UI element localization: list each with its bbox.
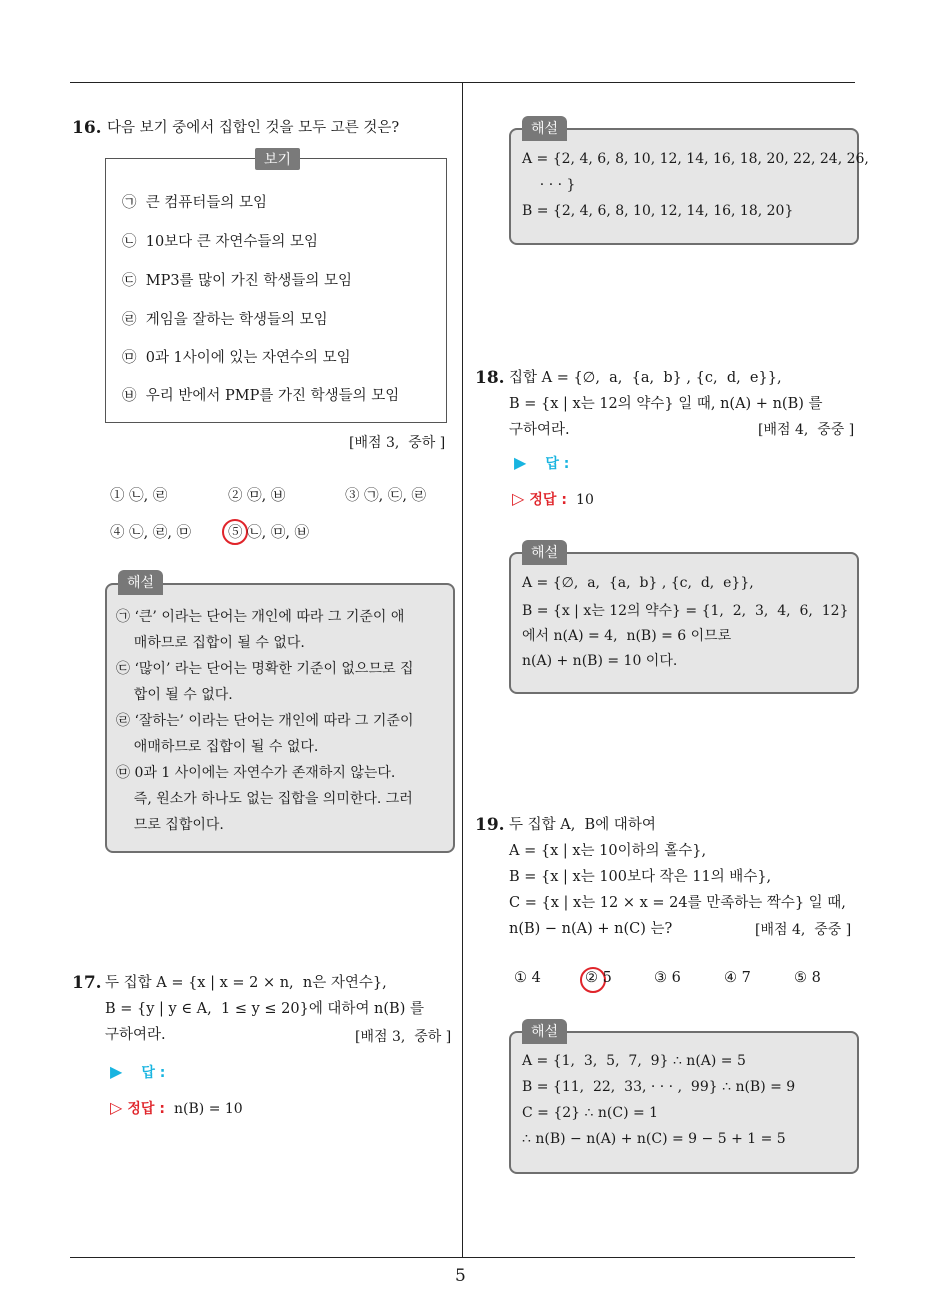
solution-19-line: C = {2} ∴ n(C) = 1 xyxy=(522,1105,659,1121)
answer-label-17: 답 : xyxy=(141,1065,166,1081)
choice-1[interactable]: ① 4 xyxy=(514,970,541,986)
correct-label-18: 정답 : xyxy=(529,492,567,508)
question-16-score: [배점 3, 중하 ] xyxy=(349,435,446,451)
bogi-item-1: ㉠ 큰 컴퓨터들의 모임 xyxy=(122,195,267,211)
solution-18-line: 에서 n(A) = 4, n(B) = 6 이므로 xyxy=(522,628,732,644)
choice-3[interactable]: ③ 6 xyxy=(654,970,681,986)
choice-1[interactable]: ① ㉡, ㉣ xyxy=(110,488,168,504)
answer-row-17 xyxy=(110,1062,165,1082)
question-17-number: 17. xyxy=(72,973,102,993)
question-18-line-1: 집합 A = {∅, a, {a, b} , {c, d, e}}, xyxy=(509,370,782,386)
bogi-item-3: ㉢ MP3를 많이 가진 학생들의 모임 xyxy=(122,273,353,289)
solution-label-19: 해설 xyxy=(522,1019,567,1044)
solution-19-line: B = {11, 22, 33, · · · , 99} ∴ n(B) = 9 xyxy=(522,1079,796,1095)
choice-3[interactable]: ③ ㉠, ㉢, ㉣ xyxy=(345,488,427,504)
question-18-number: 18. xyxy=(475,368,505,388)
bogi-label: 보기 xyxy=(255,148,300,170)
solution-18-line: n(A) + n(B) = 10 이다. xyxy=(522,653,678,669)
solution-label-16: 해설 xyxy=(118,570,163,595)
choice-4[interactable]: ④ 7 xyxy=(724,970,751,986)
solution-18-line: B = {x | x는 12의 약수} = {1, 2, 3, 4, 6, 12} xyxy=(522,603,849,619)
correct-label-17: 정답 : xyxy=(127,1101,165,1117)
question-19-line-3: B = {x | x는 100보다 작은 11의 배수}, xyxy=(509,869,772,885)
question-17-line-2: B = {y | y ∈ A, 1 ≤ y ≤ 20}에 대하여 n(B) 를 xyxy=(105,1001,424,1017)
answer-label-18: 답 : xyxy=(545,456,570,472)
question-18-score: [배점 4, 중중 ] xyxy=(758,422,855,438)
correct-row-18 xyxy=(512,489,594,509)
solution-16-line: ㉤ 0과 1 사이에는 자연수가 존재하지 않는다. xyxy=(116,765,396,781)
choice-4[interactable]: ④ ㉡, ㉣, ㉤ xyxy=(110,525,192,541)
play-arrow-icon: ▶ xyxy=(110,1062,123,1081)
solution-16-line: ㉣ ‘잘하는’ 이라는 단어는 개인에 따라 그 기준이 xyxy=(116,713,414,729)
question-19-line-4: C = {x | x는 12 × x = 24를 만족하는 짝수} 일 때, xyxy=(509,895,846,911)
question-17-line-1: 두 집합 A = {x | x = 2 × n, n은 자연수}, xyxy=(105,975,387,991)
solution-16-line: 므로 집합이다. xyxy=(116,817,224,833)
question-19-line-1: 두 집합 A, B에 대하여 xyxy=(509,817,656,833)
bogi-item-6: ㉥ 우리 반에서 PMP를 가진 학생들의 모임 xyxy=(122,388,400,404)
question-19-line-2: A = {x | x는 10이하의 홀수}, xyxy=(509,843,707,859)
solution-16-line: 합이 될 수 없다. xyxy=(116,687,233,703)
solution-label-18: 해설 xyxy=(522,540,567,565)
solution-17-line: A = {2, 4, 6, 8, 10, 12, 14, 16, 18, 20, 22, 24, 26, xyxy=(522,151,869,167)
question-19-score: [배점 4, 중중 ] xyxy=(755,922,852,938)
play-arrow-icon: ▶ xyxy=(514,453,527,472)
question-16-number: 16. xyxy=(72,118,102,138)
question-18-line-3: 구하여라. xyxy=(509,422,570,438)
choice-5[interactable]: ⑤ 8 xyxy=(794,970,821,986)
page-number: 5 xyxy=(455,1266,466,1286)
question-19-line-5: n(B) − n(A) + n(C) 는? xyxy=(509,921,673,937)
solution-19-line: ∴ n(B) − n(A) + n(C) = 9 − 5 + 1 = 5 xyxy=(522,1131,786,1147)
answer-row-18 xyxy=(514,453,569,473)
correct-row-17 xyxy=(110,1098,243,1118)
outline-arrow-icon: ▷ xyxy=(512,489,525,508)
solution-19-line: A = {1, 3, 5, 7, 9} ∴ n(A) = 5 xyxy=(522,1053,746,1069)
choice-5[interactable]: ⑤ ㉡, ㉤, ㉥ xyxy=(228,525,310,541)
solution-label-17: 해설 xyxy=(522,116,567,141)
correct-value-18: 10 xyxy=(576,492,594,508)
solution-18-line: A = {∅, a, {a, b} , {c, d, e}}, xyxy=(522,575,754,591)
solution-box-18 xyxy=(509,552,859,694)
question-17-line-3: 구하여라. xyxy=(105,1027,166,1043)
question-18-line-2: B = {x | x는 12의 약수} 일 때, n(A) + n(B) 를 xyxy=(509,396,823,412)
solution-16-line: ㉢ ‘많이’ 라는 단어는 명확한 기준이 없으므로 집 xyxy=(116,661,414,677)
solution-16-line: 즉, 원소가 하나도 없는 집합을 의미한다. 그러 xyxy=(116,791,413,807)
solution-16-line: ㉠ ‘큰’ 이라는 단어는 개인에 따라 그 기준이 애 xyxy=(116,609,405,625)
solution-17-line: B = {2, 4, 6, 8, 10, 12, 14, 16, 18, 20} xyxy=(522,203,794,219)
bogi-item-4: ㉣ 게임을 잘하는 학생들의 모임 xyxy=(122,312,328,328)
choice-2[interactable]: ② ㉤, ㉥ xyxy=(228,488,286,504)
question-16-text: 다음 보기 중에서 집합인 것을 모두 고른 것은? xyxy=(107,120,400,136)
bogi-item-2: ㉡ 10보다 큰 자연수들의 모임 xyxy=(122,234,319,250)
choice-2[interactable]: ② 5 xyxy=(585,970,612,986)
column-divider xyxy=(462,82,463,1258)
solution-16-line: 애매하므로 집합이 될 수 없다. xyxy=(116,739,319,755)
correct-value-17: n(B) = 10 xyxy=(174,1101,243,1117)
bogi-item-5: ㉤ 0과 1사이에 있는 자연수의 모임 xyxy=(122,350,351,366)
solution-17-line: · · · } xyxy=(522,177,576,193)
question-17-score: [배점 3, 중하 ] xyxy=(355,1029,452,1045)
question-19-number: 19. xyxy=(475,815,505,835)
solution-16-line: 매하므로 집합이 될 수 없다. xyxy=(116,635,305,651)
bottom-rule xyxy=(70,1257,855,1258)
outline-arrow-icon: ▷ xyxy=(110,1098,123,1117)
